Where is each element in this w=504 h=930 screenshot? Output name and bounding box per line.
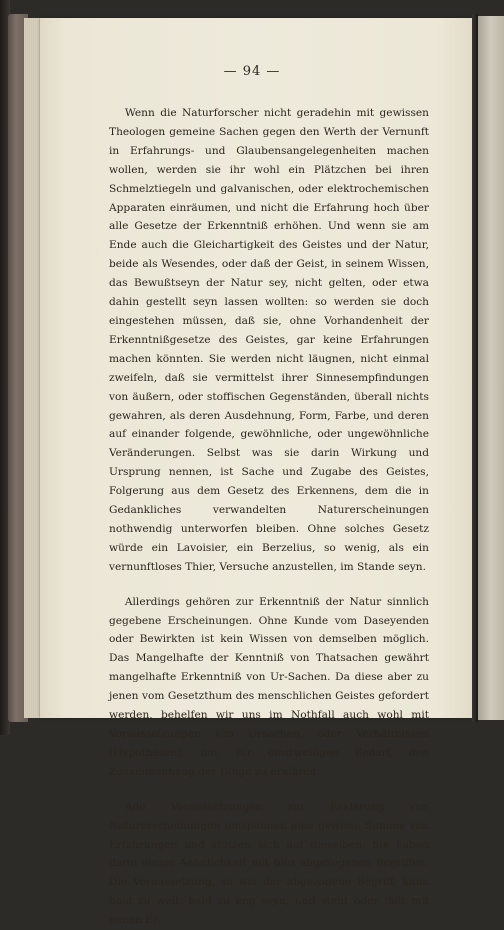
facing-page-edge xyxy=(478,16,504,720)
page-number: — 94 — xyxy=(223,64,281,79)
paragraph-3: Alle Voraussetzungen zur Erklärung von Naturerscheinungen umspannen eine gewisse Summe von Erfahrungen und stützen sich auf dieselben. Sie haben darin einige Aehnlichkeit mit blos abgezogenen Begriffen. Die Voraussetzung, so wie der abgezogene Begriff, kann bald zu weit, bald zu eng seyn, und steht oder fällt mit neuen Er- xyxy=(109,800,429,927)
paragraph-1: Wenn die Naturforscher nicht geradehin mit gewissen Theologen gemeine Sachen gegen den Werth der Vernunft in Erfahrungs- und Glaubensangelegenheiten machen wollen, werden sie ihr wohl ein Plätzchen bei ihren Schmelztiegeln und galvanischen, oder elektrochemischen Apparaten einräumen, und nicht die Erfahrung hoch über alle Gesetze der Erkenntniß erhöhen. Und wenn sie am Ende auch die Gleichartigkeit des Geistes und der Natur, beide als Wesendes, oder daß der Geist, in seinem Wissen, das Bewußtseyn der Natur sey, nicht gelten, oder etwa dahin gestellt seyn lassen wollten: so werden sie doch eingestehen müssen, daß sie, ohne Vorhandenheit der Erkenntnißgesetze des Geistes, gar keine Erfahrungen machen könnten. Sie werden nicht läugnen, nicht einmal zweifeln, daß sie vermittelst ihrer Sinnesempfindungen von äußern, oder stoffischen Gegenständen, überall nichts gewahren, als deren Ausdehnung, Form, Farbe, und deren auf einander folgende, gewöhnliche, oder ungewöhnliche Veränderungen. Selbst was sie darin Wirkung und Ursprung nennen, ist Sache und Zugabe des Geistes, Folgerung aus dem Gesetz des Erkennens, dem die in Gedankliches verwandelten Naturerscheinungen nothwendig unterworfen bleiben. Ohne solches Gesetz würde ein Lavoisier, ein Berzelius, so wenig, als ein vernunftloses Thier, Versuche anzustellen, im Stande seyn. xyxy=(109,107,429,573)
body-text xyxy=(109,104,429,930)
paragraph-2: Allerdings gehören zur Erkenntniß der Natur sinnlich gegebene Erscheinungen. Ohne Kunde vom Daseyenden oder Bewirkten ist kein Wissen von demselben möglich. Das Mangelhafte der Kenntniß von Thatsachen gewährt mangelhafte Erkenntniß von Ur-Sachen. Da diese aber zu jenen vom Gesetzthum des menschlichen Geistes gefordert werden, behelfen wir uns im Nothfall auch wohl mit Voraussetzungen von Ursachen, oder Verhältnissen (Hypothesen), um, für einstweiligen Bedarf, den Zusammenhang der Dinge zu erklären. xyxy=(109,595,429,778)
